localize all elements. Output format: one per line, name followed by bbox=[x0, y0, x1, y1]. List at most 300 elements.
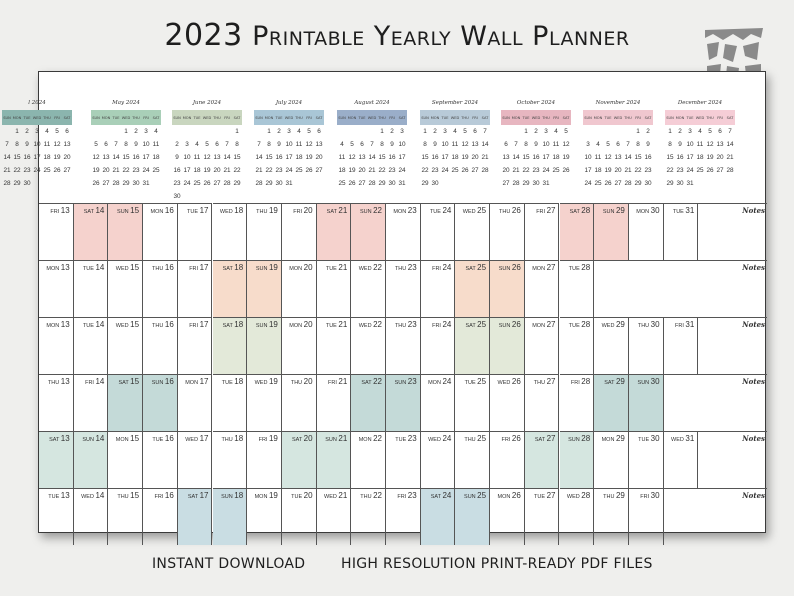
mini-calendar-day: 28 bbox=[624, 180, 632, 187]
weekday-label: WED bbox=[613, 115, 623, 120]
day-cell[interactable] bbox=[386, 488, 421, 545]
day-cell[interactable] bbox=[560, 374, 595, 431]
mini-calendar-day: 31 bbox=[398, 180, 406, 187]
day-cell[interactable] bbox=[143, 488, 178, 545]
day-cell[interactable] bbox=[455, 374, 490, 431]
day-cell[interactable] bbox=[490, 203, 525, 260]
weekday-label: THU bbox=[43, 115, 51, 120]
mini-calendar-day: 25 bbox=[295, 167, 303, 174]
day-cell[interactable] bbox=[351, 317, 386, 374]
day-cell[interactable] bbox=[247, 260, 282, 317]
mini-calendar-week bbox=[583, 125, 653, 138]
weekday-label: WED bbox=[531, 115, 541, 120]
mini-calendar-day: 28 bbox=[512, 180, 520, 187]
day-label: MON 22 bbox=[358, 434, 382, 443]
mini-calendar-day: 10 bbox=[441, 141, 449, 148]
day-cell[interactable] bbox=[213, 488, 248, 545]
mini-calendar-day: 8 bbox=[423, 141, 427, 148]
mini-calendar-day: 25 bbox=[696, 167, 704, 174]
day-cell[interactable] bbox=[351, 203, 386, 260]
weekday-label: WED bbox=[695, 115, 705, 120]
day-label: SUN 22 bbox=[359, 206, 382, 215]
mini-calendar-day: 13 bbox=[614, 154, 622, 161]
mini-calendar-day: 26 bbox=[562, 167, 570, 174]
day-cell[interactable] bbox=[629, 374, 664, 431]
day-cell[interactable] bbox=[421, 203, 456, 260]
day-cell[interactable] bbox=[594, 488, 629, 545]
day-cell[interactable] bbox=[525, 374, 560, 431]
day-label: FRI 17 bbox=[189, 263, 209, 272]
day-label: FRI 26 bbox=[501, 434, 521, 443]
notes-area[interactable] bbox=[664, 374, 767, 431]
day-cell[interactable] bbox=[317, 317, 352, 374]
mini-calendar-title: December 2024 bbox=[677, 100, 723, 106]
weekday-label: TUE bbox=[604, 115, 612, 120]
mini-calendar-day: 18 bbox=[552, 154, 560, 161]
footer-print-ready: HIGH RESOLUTION PRINT-READY PDF FILES bbox=[341, 556, 653, 572]
mini-calendar-day: 29 bbox=[378, 180, 386, 187]
weekday-label: SUN bbox=[584, 115, 592, 120]
notes-label: Notes bbox=[742, 320, 765, 329]
day-cell[interactable] bbox=[178, 374, 213, 431]
day-cell[interactable] bbox=[282, 260, 317, 317]
mini-calendar-day: 23 bbox=[23, 167, 31, 174]
day-cell[interactable] bbox=[39, 374, 74, 431]
day-label: MON 15 bbox=[115, 434, 140, 443]
notes-area[interactable] bbox=[698, 431, 767, 488]
mini-calendar-day: 22 bbox=[122, 167, 130, 174]
day-cell[interactable] bbox=[143, 260, 178, 317]
mini-calendar-day: 23 bbox=[431, 167, 439, 174]
weekday-label: FRI bbox=[143, 115, 149, 120]
weekday-label: TUE bbox=[358, 115, 366, 120]
mini-calendar-day: 6 bbox=[504, 141, 508, 148]
day-cell[interactable] bbox=[490, 317, 525, 374]
mini-calendar-week bbox=[172, 164, 242, 177]
mini-calendar-day: 26 bbox=[92, 180, 100, 187]
month-row bbox=[39, 431, 767, 488]
day-cell[interactable] bbox=[560, 431, 595, 488]
day-cell[interactable] bbox=[525, 431, 560, 488]
day-cell[interactable] bbox=[178, 431, 213, 488]
day-cell[interactable] bbox=[594, 317, 629, 374]
mini-calendar-day: 21 bbox=[112, 167, 120, 174]
day-cell[interactable] bbox=[594, 374, 629, 431]
mini-calendar-day: 22 bbox=[634, 167, 642, 174]
mini-calendar-day: 6 bbox=[616, 141, 620, 148]
day-label: TUE 25 bbox=[464, 377, 487, 386]
day-label: FRI 14 bbox=[85, 377, 105, 386]
mini-calendar-day: 11 bbox=[594, 154, 602, 161]
mini-calendar-day: 19 bbox=[604, 167, 612, 174]
mini-calendar-day: 22 bbox=[233, 167, 241, 174]
mini-calendar-day: 1 bbox=[15, 128, 19, 135]
day-cell[interactable] bbox=[455, 488, 490, 545]
weekday-label: TUE bbox=[23, 115, 31, 120]
mini-calendar-day: 26 bbox=[305, 167, 313, 174]
mini-calendar-day: 12 bbox=[461, 141, 469, 148]
mini-calendar bbox=[254, 100, 324, 190]
mini-calendar-day: 9 bbox=[678, 141, 682, 148]
day-label: MON 27 bbox=[532, 320, 556, 329]
day-cell[interactable] bbox=[629, 488, 664, 545]
mini-calendar-day: 1 bbox=[668, 128, 672, 135]
weekday-label: FRI bbox=[553, 115, 559, 120]
mini-calendar-title: September 2024 bbox=[431, 100, 479, 106]
day-cell[interactable] bbox=[560, 317, 595, 374]
day-cell[interactable] bbox=[386, 431, 421, 488]
day-cell[interactable] bbox=[490, 488, 525, 545]
month-row bbox=[39, 203, 767, 260]
mini-calendar-week bbox=[583, 177, 653, 190]
mini-calendar-day: 11 bbox=[696, 141, 704, 148]
weekday-label: THU bbox=[295, 115, 303, 120]
day-cell[interactable] bbox=[282, 374, 317, 431]
day-cell[interactable] bbox=[247, 203, 282, 260]
mini-calendar-day: 4 bbox=[45, 128, 49, 135]
mini-calendar-title: May 2024 bbox=[112, 100, 140, 106]
day-cell[interactable] bbox=[282, 488, 317, 545]
mini-calendar-day: 27 bbox=[614, 180, 622, 187]
mini-calendar-day: 17 bbox=[686, 154, 694, 161]
mini-calendar-week bbox=[501, 164, 571, 177]
mini-calendar-day: 7 bbox=[225, 141, 229, 148]
weekday-label: THU bbox=[461, 115, 469, 120]
notes-label: Notes bbox=[742, 491, 765, 500]
mini-calendar-week bbox=[2, 151, 72, 164]
mini-calendar-day: 7 bbox=[514, 141, 518, 148]
mini-calendar-day: 12 bbox=[203, 154, 211, 161]
day-label: WED 15 bbox=[115, 320, 140, 329]
day-label: SAT 25 bbox=[465, 263, 487, 272]
day-cell[interactable] bbox=[178, 488, 213, 545]
day-cell[interactable] bbox=[108, 260, 143, 317]
mini-calendar-weekday-header bbox=[665, 110, 735, 125]
mini-calendar-day: 11 bbox=[552, 141, 560, 148]
mini-calendar-day: 30 bbox=[676, 180, 684, 187]
wall-planner-sheet bbox=[3, 71, 766, 533]
mini-calendar-day: 25 bbox=[594, 180, 602, 187]
day-cell[interactable] bbox=[213, 260, 248, 317]
mini-calendar-day: 14 bbox=[112, 154, 120, 161]
day-cell[interactable] bbox=[143, 431, 178, 488]
mini-calendar-week bbox=[172, 190, 242, 203]
day-cell[interactable] bbox=[386, 260, 421, 317]
day-cell[interactable] bbox=[351, 374, 386, 431]
notes-label: Notes bbox=[742, 434, 765, 443]
day-cell[interactable] bbox=[39, 317, 74, 374]
day-cell[interactable] bbox=[664, 317, 699, 374]
mini-calendar-day: 6 bbox=[215, 141, 219, 148]
mini-calendar-day: 24 bbox=[441, 167, 449, 174]
mini-calendar-day: 16 bbox=[532, 154, 540, 161]
mini-calendar-day: 1 bbox=[267, 128, 271, 135]
day-cell[interactable] bbox=[74, 488, 109, 545]
mini-calendar-day: 17 bbox=[183, 167, 191, 174]
day-cell[interactable] bbox=[386, 203, 421, 260]
day-cell[interactable] bbox=[421, 488, 456, 545]
mini-calendar-day: 10 bbox=[584, 154, 592, 161]
notes-label: Notes bbox=[742, 377, 765, 386]
mini-calendar-day: 8 bbox=[267, 141, 271, 148]
mini-calendar-day: 14 bbox=[368, 154, 376, 161]
mini-calendar-week bbox=[172, 125, 242, 138]
day-cell[interactable] bbox=[490, 260, 525, 317]
day-cell[interactable] bbox=[178, 203, 213, 260]
mini-calendar-week bbox=[2, 177, 72, 190]
day-cell[interactable] bbox=[247, 317, 282, 374]
weekday-label: THU bbox=[624, 115, 632, 120]
mini-calendar-day: 22 bbox=[13, 167, 21, 174]
day-label: TUE 31 bbox=[672, 206, 695, 215]
day-cell[interactable] bbox=[490, 431, 525, 488]
mini-calendar-day: 10 bbox=[686, 141, 694, 148]
day-cell[interactable] bbox=[629, 431, 664, 488]
weekday-label: FRI bbox=[635, 115, 641, 120]
day-cell[interactable] bbox=[178, 317, 213, 374]
weekday-label: SUN bbox=[666, 115, 674, 120]
day-label: THU 29 bbox=[603, 491, 625, 500]
mini-calendar-day: 3 bbox=[443, 128, 447, 135]
mini-calendar-day: 27 bbox=[358, 180, 366, 187]
day-cell[interactable] bbox=[247, 488, 282, 545]
day-cell[interactable] bbox=[39, 260, 74, 317]
day-cell[interactable] bbox=[74, 260, 109, 317]
mini-calendar-day: 17 bbox=[285, 154, 293, 161]
mini-calendar-day: 11 bbox=[295, 141, 303, 148]
mini-calendar-day: 23 bbox=[532, 167, 540, 174]
day-cell[interactable] bbox=[317, 488, 352, 545]
mini-calendar-day: 6 bbox=[65, 128, 69, 135]
day-cell[interactable] bbox=[317, 203, 352, 260]
notes-area[interactable] bbox=[594, 260, 767, 317]
day-cell[interactable] bbox=[386, 374, 421, 431]
day-cell[interactable] bbox=[421, 260, 456, 317]
mini-calendar-weekday-header bbox=[337, 110, 407, 125]
mini-calendar-day: 23 bbox=[173, 180, 181, 187]
mini-calendar-weekday-header bbox=[172, 110, 242, 125]
day-label: THU 30 bbox=[637, 320, 660, 329]
weekday-label: FRI bbox=[389, 115, 395, 120]
day-cell[interactable] bbox=[108, 203, 143, 260]
day-cell[interactable] bbox=[455, 317, 490, 374]
mini-calendar-day: 16 bbox=[23, 154, 31, 161]
title-text: Printable Yearly Wall Planner bbox=[252, 21, 630, 52]
day-cell[interactable] bbox=[594, 431, 629, 488]
mini-calendar-day: 13 bbox=[63, 141, 71, 148]
day-cell[interactable] bbox=[629, 317, 664, 374]
day-cell[interactable] bbox=[108, 431, 143, 488]
mini-calendar-day: 5 bbox=[463, 128, 467, 135]
day-cell[interactable] bbox=[525, 203, 560, 260]
day-cell[interactable] bbox=[351, 260, 386, 317]
mini-calendar-day: 21 bbox=[726, 154, 734, 161]
mini-calendar-day: 8 bbox=[380, 141, 384, 148]
mini-calendar-day: 26 bbox=[203, 180, 211, 187]
day-cell[interactable] bbox=[282, 317, 317, 374]
mini-calendar-day: 17 bbox=[542, 154, 550, 161]
mini-calendar-week bbox=[337, 151, 407, 164]
day-cell[interactable] bbox=[594, 203, 629, 260]
day-cell[interactable] bbox=[74, 431, 109, 488]
weekday-label: TUE bbox=[522, 115, 530, 120]
mini-calendar-day: 27 bbox=[716, 167, 724, 174]
mini-calendar-day: 12 bbox=[562, 141, 570, 148]
mini-calendar-day: 18 bbox=[338, 167, 346, 174]
notes-area[interactable] bbox=[698, 203, 767, 260]
mini-calendar-day: 29 bbox=[522, 180, 530, 187]
mini-calendar-day: 27 bbox=[213, 180, 221, 187]
day-cell[interactable] bbox=[282, 431, 317, 488]
day-cell[interactable] bbox=[560, 488, 595, 545]
day-cell[interactable] bbox=[560, 260, 595, 317]
day-cell[interactable] bbox=[317, 431, 352, 488]
day-cell[interactable] bbox=[525, 317, 560, 374]
mini-calendar-day: 26 bbox=[461, 167, 469, 174]
day-label: FRI 16 bbox=[154, 491, 174, 500]
day-label: SUN 15 bbox=[117, 206, 140, 215]
mini-calendar-day: 20 bbox=[614, 167, 622, 174]
weekday-label: FRI bbox=[717, 115, 723, 120]
mini-calendar-weekday-header bbox=[254, 110, 324, 125]
day-cell[interactable] bbox=[247, 431, 282, 488]
day-cell[interactable] bbox=[143, 374, 178, 431]
day-cell[interactable] bbox=[421, 374, 456, 431]
mini-calendar-day: 21 bbox=[512, 167, 520, 174]
weekday-label: WED bbox=[367, 115, 377, 120]
mini-calendar-day: 2 bbox=[390, 128, 394, 135]
mini-calendar-week bbox=[337, 164, 407, 177]
day-cell[interactable] bbox=[455, 431, 490, 488]
day-cell[interactable] bbox=[39, 431, 74, 488]
mini-calendar-day: 3 bbox=[586, 141, 590, 148]
day-cell[interactable] bbox=[108, 488, 143, 545]
day-cell[interactable] bbox=[386, 317, 421, 374]
mini-calendar-week bbox=[583, 164, 653, 177]
weekday-label: MON bbox=[593, 115, 603, 120]
day-cell[interactable] bbox=[213, 203, 248, 260]
weekday-label: SUN bbox=[502, 115, 510, 120]
mini-calendar-day: 10 bbox=[285, 141, 293, 148]
day-cell[interactable] bbox=[74, 374, 109, 431]
day-cell[interactable] bbox=[143, 317, 178, 374]
day-label: TUE 27 bbox=[534, 491, 556, 500]
mini-calendar-day: 25 bbox=[43, 167, 51, 174]
mini-calendar-day: 5 bbox=[564, 128, 568, 135]
page-title bbox=[0, 18, 794, 53]
mini-calendar-day: 1 bbox=[380, 128, 384, 135]
day-cell[interactable] bbox=[629, 203, 664, 260]
mini-calendar-day: 14 bbox=[255, 154, 263, 161]
mini-calendar-day: 18 bbox=[451, 154, 459, 161]
day-label: WED 24 bbox=[428, 434, 452, 443]
day-cell[interactable] bbox=[213, 317, 248, 374]
day-cell[interactable] bbox=[108, 317, 143, 374]
day-cell[interactable] bbox=[39, 203, 74, 260]
mini-calendar-day: 3 bbox=[144, 128, 148, 135]
day-cell[interactable] bbox=[421, 431, 456, 488]
mini-calendar-day: 8 bbox=[524, 141, 528, 148]
day-label: THU 27 bbox=[533, 377, 556, 386]
mini-calendar-day: 3 bbox=[400, 128, 404, 135]
day-label: TUE 28 bbox=[568, 320, 591, 329]
mini-calendar-day: 14 bbox=[512, 154, 520, 161]
day-cell[interactable] bbox=[664, 203, 699, 260]
mini-calendar-day: 30 bbox=[275, 180, 283, 187]
day-cell[interactable] bbox=[525, 260, 560, 317]
day-cell[interactable] bbox=[664, 431, 699, 488]
day-cell[interactable] bbox=[74, 317, 109, 374]
mini-calendar-day: 28 bbox=[112, 180, 120, 187]
day-cell[interactable] bbox=[421, 317, 456, 374]
mini-calendar-day: 10 bbox=[183, 154, 191, 161]
notes-area[interactable] bbox=[698, 317, 767, 374]
mini-calendar-day: 26 bbox=[53, 167, 61, 174]
day-cell[interactable] bbox=[108, 374, 143, 431]
day-cell[interactable] bbox=[317, 260, 352, 317]
day-cell[interactable] bbox=[213, 431, 248, 488]
weekday-label: TUE bbox=[275, 115, 283, 120]
day-cell[interactable] bbox=[455, 203, 490, 260]
mini-calendar-week bbox=[501, 138, 571, 151]
weekday-label: MON bbox=[675, 115, 685, 120]
day-label: MON 13 bbox=[46, 263, 70, 272]
day-cell[interactable] bbox=[143, 203, 178, 260]
mini-calendar-day: 8 bbox=[235, 141, 239, 148]
day-label: TUE 21 bbox=[325, 320, 348, 329]
day-cell[interactable] bbox=[560, 203, 595, 260]
notes-area[interactable] bbox=[664, 488, 767, 545]
mini-calendar-day: 7 bbox=[257, 141, 261, 148]
weekday-label: WED bbox=[284, 115, 294, 120]
mini-calendar-day: 11 bbox=[193, 154, 201, 161]
mini-calendar-week bbox=[2, 138, 72, 151]
mini-calendar-day: 5 bbox=[94, 141, 98, 148]
mini-calendar-day: 24 bbox=[542, 167, 550, 174]
mini-calendar-day: 5 bbox=[606, 141, 610, 148]
day-cell[interactable] bbox=[282, 203, 317, 260]
day-cell[interactable] bbox=[74, 203, 109, 260]
day-cell[interactable] bbox=[317, 374, 352, 431]
day-cell[interactable] bbox=[213, 374, 248, 431]
mini-calendar-title: August 2024 bbox=[354, 100, 390, 106]
day-cell[interactable] bbox=[247, 374, 282, 431]
day-label: WED 15 bbox=[115, 263, 140, 272]
day-label: SUN 23 bbox=[394, 377, 417, 386]
weekday-label: FRI bbox=[306, 115, 312, 120]
mini-calendar-day: 5 bbox=[708, 128, 712, 135]
day-label: MON 16 bbox=[150, 206, 174, 215]
day-cell[interactable] bbox=[39, 488, 74, 545]
title-year: 2023 bbox=[164, 18, 243, 53]
mini-calendar-day: 22 bbox=[265, 167, 273, 174]
day-cell[interactable] bbox=[455, 260, 490, 317]
mini-calendar-day: 17 bbox=[398, 154, 406, 161]
mini-calendar-day: 13 bbox=[358, 154, 366, 161]
weekday-label: MON bbox=[182, 115, 192, 120]
mini-calendar-day: 4 bbox=[453, 128, 457, 135]
mini-calendar-day: 30 bbox=[132, 180, 140, 187]
mini-calendar-week bbox=[254, 138, 324, 151]
day-cell[interactable] bbox=[351, 431, 386, 488]
day-cell[interactable] bbox=[525, 488, 560, 545]
mini-calendar-day: 20 bbox=[315, 154, 323, 161]
day-cell[interactable] bbox=[490, 374, 525, 431]
weekday-label: WED bbox=[450, 115, 460, 120]
day-cell[interactable] bbox=[178, 260, 213, 317]
day-label: TUE 17 bbox=[187, 206, 209, 215]
day-cell[interactable] bbox=[351, 488, 386, 545]
